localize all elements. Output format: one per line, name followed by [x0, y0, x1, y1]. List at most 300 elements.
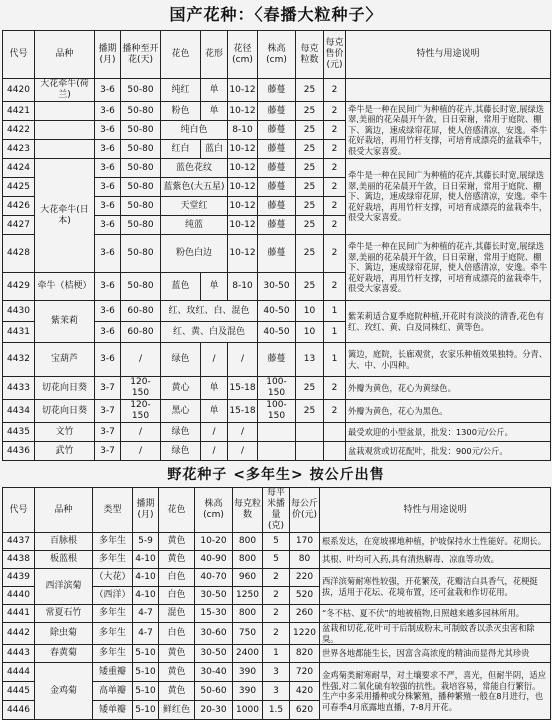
sow: 4-10: [133, 551, 159, 569]
count: [296, 423, 324, 442]
code: 4442: [3, 623, 35, 645]
col-height: 株高(cm): [195, 488, 233, 533]
price: 1: [324, 343, 346, 377]
table-row: [3, 102, 551, 121]
name: 紫茉莉: [35, 301, 95, 343]
name: 大花牵牛(日本): [35, 159, 95, 273]
name: 武竹: [35, 442, 95, 461]
name: 金鸡菊: [35, 663, 93, 720]
code: 4424: [3, 159, 35, 178]
color: 蓝紫色(大五星): [161, 178, 228, 197]
col-color: 花色: [161, 31, 201, 79]
color: 鲜红色: [159, 701, 195, 720]
code: 4445: [3, 682, 35, 701]
count: 750: [233, 623, 263, 645]
price: 2: [324, 400, 346, 423]
table-header-row: [3, 488, 551, 533]
color: 白色: [159, 587, 195, 605]
count: 25: [296, 377, 324, 400]
days: 50-80: [121, 235, 161, 273]
color: 黄色: [159, 663, 195, 682]
dia: 10-12: [228, 178, 258, 197]
notes: 牵牛是一种在民间广为种植的花卉,其藤长时宽,展绿迭翠,美丽的花朵晨开午敛，日日荣谢，常用于庭院、棚下、篱边，速成绿帘花屏，使人倍感清凉，安逸。牵牛花好栽培，再用竹杆支撑，可培育成漂亮的盆栽牵牛，很受大家喜爱。: [346, 235, 551, 301]
name: 牵牛（桔梗）: [35, 273, 95, 301]
rate: 2: [263, 587, 290, 605]
color: 黄色: [159, 551, 195, 569]
code: 4438: [3, 551, 35, 569]
sow: 4-10: [133, 587, 159, 605]
sow: 3-6: [95, 197, 121, 216]
height: 藤蔓: [258, 79, 296, 102]
days: 50-80: [121, 216, 161, 235]
table-row: [3, 605, 551, 623]
code: 4443: [3, 645, 35, 663]
count: 800: [233, 533, 263, 551]
count: 390: [233, 682, 263, 701]
table-row: [3, 645, 551, 663]
dia: /: [228, 442, 258, 461]
name: 文竹: [35, 423, 95, 442]
type: 多年生: [93, 645, 133, 663]
count: 13: [296, 343, 324, 377]
rate: 2: [263, 623, 290, 645]
table-row: [3, 569, 551, 587]
count: [296, 442, 324, 461]
notes: 牵牛是一种在民间广为种植的花卉,其藤长时宽,展绿迭翠,美丽的花朵晨开午敛，日日荣谢，常用于庭院、棚下、篱边，速成绿帘花屏，使人倍感清凉，安逸。牵牛花好栽培，再用竹杆支撑，可培育成漂亮的盆栽牵牛，很受大家喜爱。: [346, 102, 551, 159]
count: 25: [296, 140, 324, 159]
table-row: [3, 533, 551, 551]
dia: 15-18: [228, 377, 258, 400]
table-row: [3, 423, 551, 442]
dia: 10-12: [228, 216, 258, 235]
dia: 10-12: [228, 140, 258, 159]
price: [324, 423, 346, 442]
height: 藤蔓: [258, 178, 296, 197]
code: 4422: [3, 121, 35, 140]
days: 60-80: [121, 301, 161, 322]
days: 50-80: [121, 102, 161, 121]
notes: 世界各地都能生长，因富含高浓度的精油而显得尤其珍贵: [320, 645, 551, 663]
height: 30-60: [195, 623, 233, 645]
rate: 2: [263, 569, 290, 587]
name: 百脉根: [35, 533, 93, 551]
form: /: [201, 343, 228, 377]
height: 100-150: [258, 377, 296, 400]
price: 420: [290, 682, 320, 701]
form: /: [201, 423, 228, 442]
sow: 3-6: [95, 322, 121, 343]
col-days: 播种至开花(天): [121, 31, 161, 79]
color: 红白: [161, 140, 201, 159]
count: 25: [296, 159, 324, 178]
sow: 3-6: [95, 301, 121, 322]
rate: 2: [263, 605, 290, 623]
type: 多年生: [93, 605, 133, 623]
sow: 3-6: [95, 102, 121, 121]
code: 4432: [3, 343, 35, 377]
name: 切花向日葵: [35, 377, 95, 400]
height: 50-60: [195, 682, 233, 701]
price: 2: [324, 159, 346, 178]
col-name: 品种: [35, 31, 95, 79]
height: 40-50: [258, 322, 296, 343]
name: [35, 140, 95, 159]
code: 4426: [3, 197, 35, 216]
height: 10-20: [195, 533, 233, 551]
count: 2400: [233, 645, 263, 663]
sow: 3-6: [95, 79, 121, 102]
color: 白色: [159, 569, 195, 587]
height: 20-30: [195, 701, 233, 720]
height: 藤蔓: [258, 102, 296, 121]
code: 4431: [3, 322, 35, 343]
color: 粉色: [161, 102, 201, 121]
sow: 3-6: [95, 273, 121, 301]
code: 4439: [3, 569, 35, 587]
color: 纯白色: [161, 121, 228, 140]
form: /: [201, 442, 228, 461]
color: 黄色: [159, 533, 195, 551]
code: 4425: [3, 178, 35, 197]
days: 50-80: [121, 140, 161, 159]
notes-empty: [346, 79, 551, 102]
height: 30-40: [195, 663, 233, 682]
type: 矮重瓣: [93, 663, 133, 682]
code: 4437: [3, 533, 35, 551]
color: 绿色: [161, 343, 201, 377]
type: 多年生: [93, 551, 133, 569]
color: 黄色: [159, 645, 195, 663]
code: 4446: [3, 701, 35, 720]
col-notes: 特性与用途说明: [320, 488, 551, 533]
color: 蓝色花纹: [161, 159, 228, 178]
sow: 3-7: [95, 400, 121, 423]
dia: 10-12: [228, 235, 258, 273]
dia: 10-12: [228, 102, 258, 121]
height: 藤蔓: [258, 343, 296, 377]
table-row: [3, 301, 551, 322]
price: 720: [290, 663, 320, 682]
days: 120-150: [121, 400, 161, 423]
height: [258, 423, 296, 442]
count: 25: [296, 235, 324, 273]
days: 50-80: [121, 197, 161, 216]
sow: 3-6: [95, 343, 121, 377]
col-notes: 特性与用途说明: [346, 31, 551, 79]
price: 2: [324, 216, 346, 235]
spring-seed-table: [2, 30, 551, 461]
count: 800: [233, 605, 263, 623]
table-row: [3, 442, 551, 461]
col-code: 代号: [3, 31, 35, 79]
col-dia: 花径(cm): [228, 31, 258, 79]
color: 红、玫红、白、混色: [161, 301, 258, 322]
sow: 3-7: [95, 377, 121, 400]
height: [258, 442, 296, 461]
rate: 3: [263, 663, 290, 682]
price: 1220: [290, 623, 320, 645]
color: 混色: [159, 605, 195, 623]
notes: 牵牛是一种在民间广为种植的花卉,其藤长时宽,展绿迭翠,美丽的花朵晨开午敛，日日荣谢，常用于庭院、棚下、篱边，速成绿帘花屏，使人倍感清凉，安逸。牵牛花好栽培，再用竹杆支撑，可培育成漂亮的盆栽牵牛，很受大家喜爱。: [346, 159, 551, 235]
code: 4427: [3, 216, 35, 235]
color: 黄心: [161, 377, 201, 400]
color: 天堂红: [161, 197, 228, 216]
days: /: [121, 343, 161, 377]
code: 4428: [3, 235, 35, 273]
height: 30-50: [258, 273, 296, 301]
height: 藤蔓: [258, 121, 296, 140]
code: 4444: [3, 663, 35, 682]
sow: 5-10: [133, 645, 159, 663]
name: 切花向日葵: [35, 400, 95, 423]
color: 绿色: [161, 423, 201, 442]
height: 藤蔓: [258, 216, 296, 235]
price: 2: [324, 197, 346, 216]
col-price: 每克售价(元): [324, 31, 346, 79]
count: 25: [296, 79, 324, 102]
code: 4434: [3, 400, 35, 423]
height: 藤蔓: [258, 140, 296, 159]
price: 2: [324, 121, 346, 140]
rate: 5: [263, 551, 290, 569]
dia: 8-10: [228, 121, 258, 140]
sow: 5-10: [133, 663, 159, 682]
count: 25: [296, 197, 324, 216]
price: 2: [324, 178, 346, 197]
sow: 5-9: [133, 533, 159, 551]
price: 620: [290, 701, 320, 720]
sow: 3-6: [95, 159, 121, 178]
form: 单: [201, 102, 228, 121]
sow: 3-6: [95, 235, 121, 273]
sow: 5-10: [133, 682, 159, 701]
col-code: 代号: [3, 488, 35, 533]
col-count: 每克粒数: [233, 488, 263, 533]
price: 1: [324, 301, 346, 322]
table-row: [3, 663, 551, 682]
price: 2: [324, 140, 346, 159]
price: 2: [324, 273, 346, 301]
height: 100-150: [258, 400, 296, 423]
height: 40-90: [195, 551, 233, 569]
price: 2: [324, 79, 346, 102]
dia: /: [228, 343, 258, 377]
count: 390: [233, 663, 263, 682]
height: 40-70: [195, 569, 233, 587]
dia: 15-18: [228, 400, 258, 423]
form: 单: [201, 79, 228, 102]
color: 黄色: [159, 682, 195, 701]
name: 大花牵牛(荷兰): [35, 79, 95, 102]
form: 单: [201, 400, 228, 423]
col-height: 株高(cm): [258, 31, 296, 79]
count: 10: [296, 301, 324, 322]
days: 50-80: [121, 273, 161, 301]
code: 4430: [3, 301, 35, 322]
notes: 最受欢迎的小型盆景，批发：1300元/公斤。: [346, 423, 551, 442]
price: 260: [290, 605, 320, 623]
count: 800: [233, 551, 263, 569]
rate: 3: [263, 682, 290, 701]
code: 4435: [3, 423, 35, 442]
notes: 外瓣为黄色，花心为黑色。: [346, 400, 551, 423]
rate: 5: [263, 533, 290, 551]
form: 单: [201, 273, 228, 301]
type: （大花）: [93, 569, 133, 587]
code: 4433: [3, 377, 35, 400]
code: 4436: [3, 442, 35, 461]
count: 25: [296, 102, 324, 121]
name: 西洋滨菊: [35, 569, 93, 605]
notes: 其根、叶均可入药,具有清热解毒、凉血等功效。: [320, 551, 551, 569]
table-row: [3, 400, 551, 423]
dia: 10-12: [228, 79, 258, 102]
height: 40-50: [258, 301, 296, 322]
notes: 根系发达，在宽坡裸地种植，护坡保持水土性能好。花期长。: [320, 533, 551, 551]
color: 纯蓝: [161, 216, 228, 235]
count: 1250: [233, 587, 263, 605]
code: 4441: [3, 605, 35, 623]
type: 多年生: [93, 533, 133, 551]
days: 60-80: [121, 322, 161, 343]
name: [35, 102, 95, 121]
count: 25: [296, 216, 324, 235]
notes: 西洋滨菊耐寒性较强，开花繁茂，花瓣洁白具香气，花梗挺拔，适用于花坛、花境布置，还可盆栽和作切花用。: [320, 569, 551, 605]
price: 2: [324, 377, 346, 400]
sow: 3-6: [95, 216, 121, 235]
col-rate: 每平米播量(克): [263, 488, 290, 533]
days: 50-80: [121, 121, 161, 140]
price: 820: [290, 645, 320, 663]
sow: 3-7: [95, 442, 121, 461]
table-row: [3, 159, 551, 178]
code: 4440: [3, 587, 35, 605]
height: 30-50: [195, 587, 233, 605]
sow: 3-6: [95, 178, 121, 197]
notes: 盆栽和切花,花叶可干后制成粉末,可制蚊香以杀灭虫害和除臭。: [320, 623, 551, 645]
col-count: 每克粒数: [296, 31, 324, 79]
price: 80: [290, 551, 320, 569]
code: 4420: [3, 79, 35, 102]
price: 220: [290, 569, 320, 587]
col-price: 每公斤价(元): [290, 488, 320, 533]
price: 2: [324, 102, 346, 121]
code: 4429: [3, 273, 35, 301]
notes: “冬不枯、夏不伏”的地被植物,日照越来越多园林所用。: [320, 605, 551, 623]
days: 50-80: [121, 178, 161, 197]
height: 藤蔓: [258, 159, 296, 178]
price: 1: [324, 322, 346, 343]
count: 1000: [233, 701, 263, 720]
height: 藤蔓: [258, 197, 296, 216]
color: 粉色白边: [161, 235, 228, 273]
height: 15-30: [195, 605, 233, 623]
count: 960: [233, 569, 263, 587]
notes: 金鸡菊类耐寒耐旱，对土壤要求不严，喜光，但耐半阴，适应性强,对二氧化硫有较强的抗性。栽培容易，常能自行繁衍。生产中多采用播种或分株繁殖，播种繁殖一般在8月进行，也可春季4月底露地直播，7-8月开花。: [320, 663, 551, 720]
col-form: 花形: [201, 31, 228, 79]
col-sow: 播期(月): [133, 488, 159, 533]
wildflower-seed-table: [2, 487, 551, 720]
height: 藤蔓: [258, 235, 296, 273]
dia: 8-10: [228, 273, 258, 301]
count: 25: [296, 121, 324, 140]
days: /: [121, 442, 161, 461]
days: 50-80: [121, 159, 161, 178]
height: 30-50: [195, 645, 233, 663]
color: 纯红: [161, 79, 201, 102]
notes: 外瓣为黄色，花心为黄绿色。: [346, 377, 551, 400]
dia: 10-12: [228, 197, 258, 216]
name: [35, 121, 95, 140]
price: 170: [290, 533, 320, 551]
table-row: [3, 551, 551, 569]
price: 2: [324, 235, 346, 273]
dia: /: [228, 423, 258, 442]
sow: 3-6: [95, 140, 121, 159]
type: 多年生: [93, 623, 133, 645]
color: 白色: [159, 623, 195, 645]
rate: 1: [263, 645, 290, 663]
price: 520: [290, 587, 320, 605]
form: 单: [201, 377, 228, 400]
table-header-row: [3, 31, 551, 79]
name: 春黄菊: [35, 645, 93, 663]
sow: 5-10: [133, 701, 159, 720]
name: 常夏石竹: [35, 605, 93, 623]
sow: 3-6: [95, 121, 121, 140]
days: 50-80: [121, 79, 161, 102]
code: 4423: [3, 140, 35, 159]
notes: 盆栽观赏或切花配叶，批发：900元/公斤。: [346, 442, 551, 461]
days: 120-150: [121, 377, 161, 400]
days: /: [121, 423, 161, 442]
sow: 4-7: [133, 605, 159, 623]
name: 除虫菊: [35, 623, 93, 645]
notes: 紫茉莉适合夏季庭院种植,开花时有淡淡的清香,花色有红、玫红、黄、白及同株红、黄等色。: [346, 301, 551, 343]
code: 4421: [3, 102, 35, 121]
count: 25: [296, 400, 324, 423]
notes: 篱边，庭院，长廊观赏，农家乐种植效果独特。分青、大、中、小四种。: [346, 343, 551, 377]
type: 高单瓣: [93, 682, 133, 701]
color: 红、黄、白及混色: [161, 322, 258, 343]
dia: 10-12: [228, 159, 258, 178]
color: 黑心: [161, 400, 201, 423]
count: 25: [296, 178, 324, 197]
name: 板蓝根: [35, 551, 93, 569]
section1-title: 国产花种：〈春播大粒种子〉: [169, 5, 383, 24]
count: 10: [296, 322, 324, 343]
name: 宝葫芦: [35, 343, 95, 377]
table-row: [3, 343, 551, 377]
count: 25: [296, 273, 324, 301]
table-row: [3, 79, 551, 102]
table-row: [3, 623, 551, 645]
color: 绿色: [161, 442, 201, 461]
color: 蓝色: [161, 273, 201, 301]
section2-title: 野花种子 <多年生> 按公斤出售: [167, 467, 385, 483]
col-name: 品种: [35, 488, 93, 533]
col-type: 类型: [93, 488, 133, 533]
rate: 1.5: [263, 701, 290, 720]
price: [324, 442, 346, 461]
col-color: 花色: [159, 488, 195, 533]
type: （西洋）: [93, 587, 133, 605]
sow: 4-7: [133, 623, 159, 645]
table-row: [3, 377, 551, 400]
form: 蓝白: [201, 140, 228, 159]
type: 矮单瓣: [93, 701, 133, 720]
col-sow: 播期(月): [95, 31, 121, 79]
